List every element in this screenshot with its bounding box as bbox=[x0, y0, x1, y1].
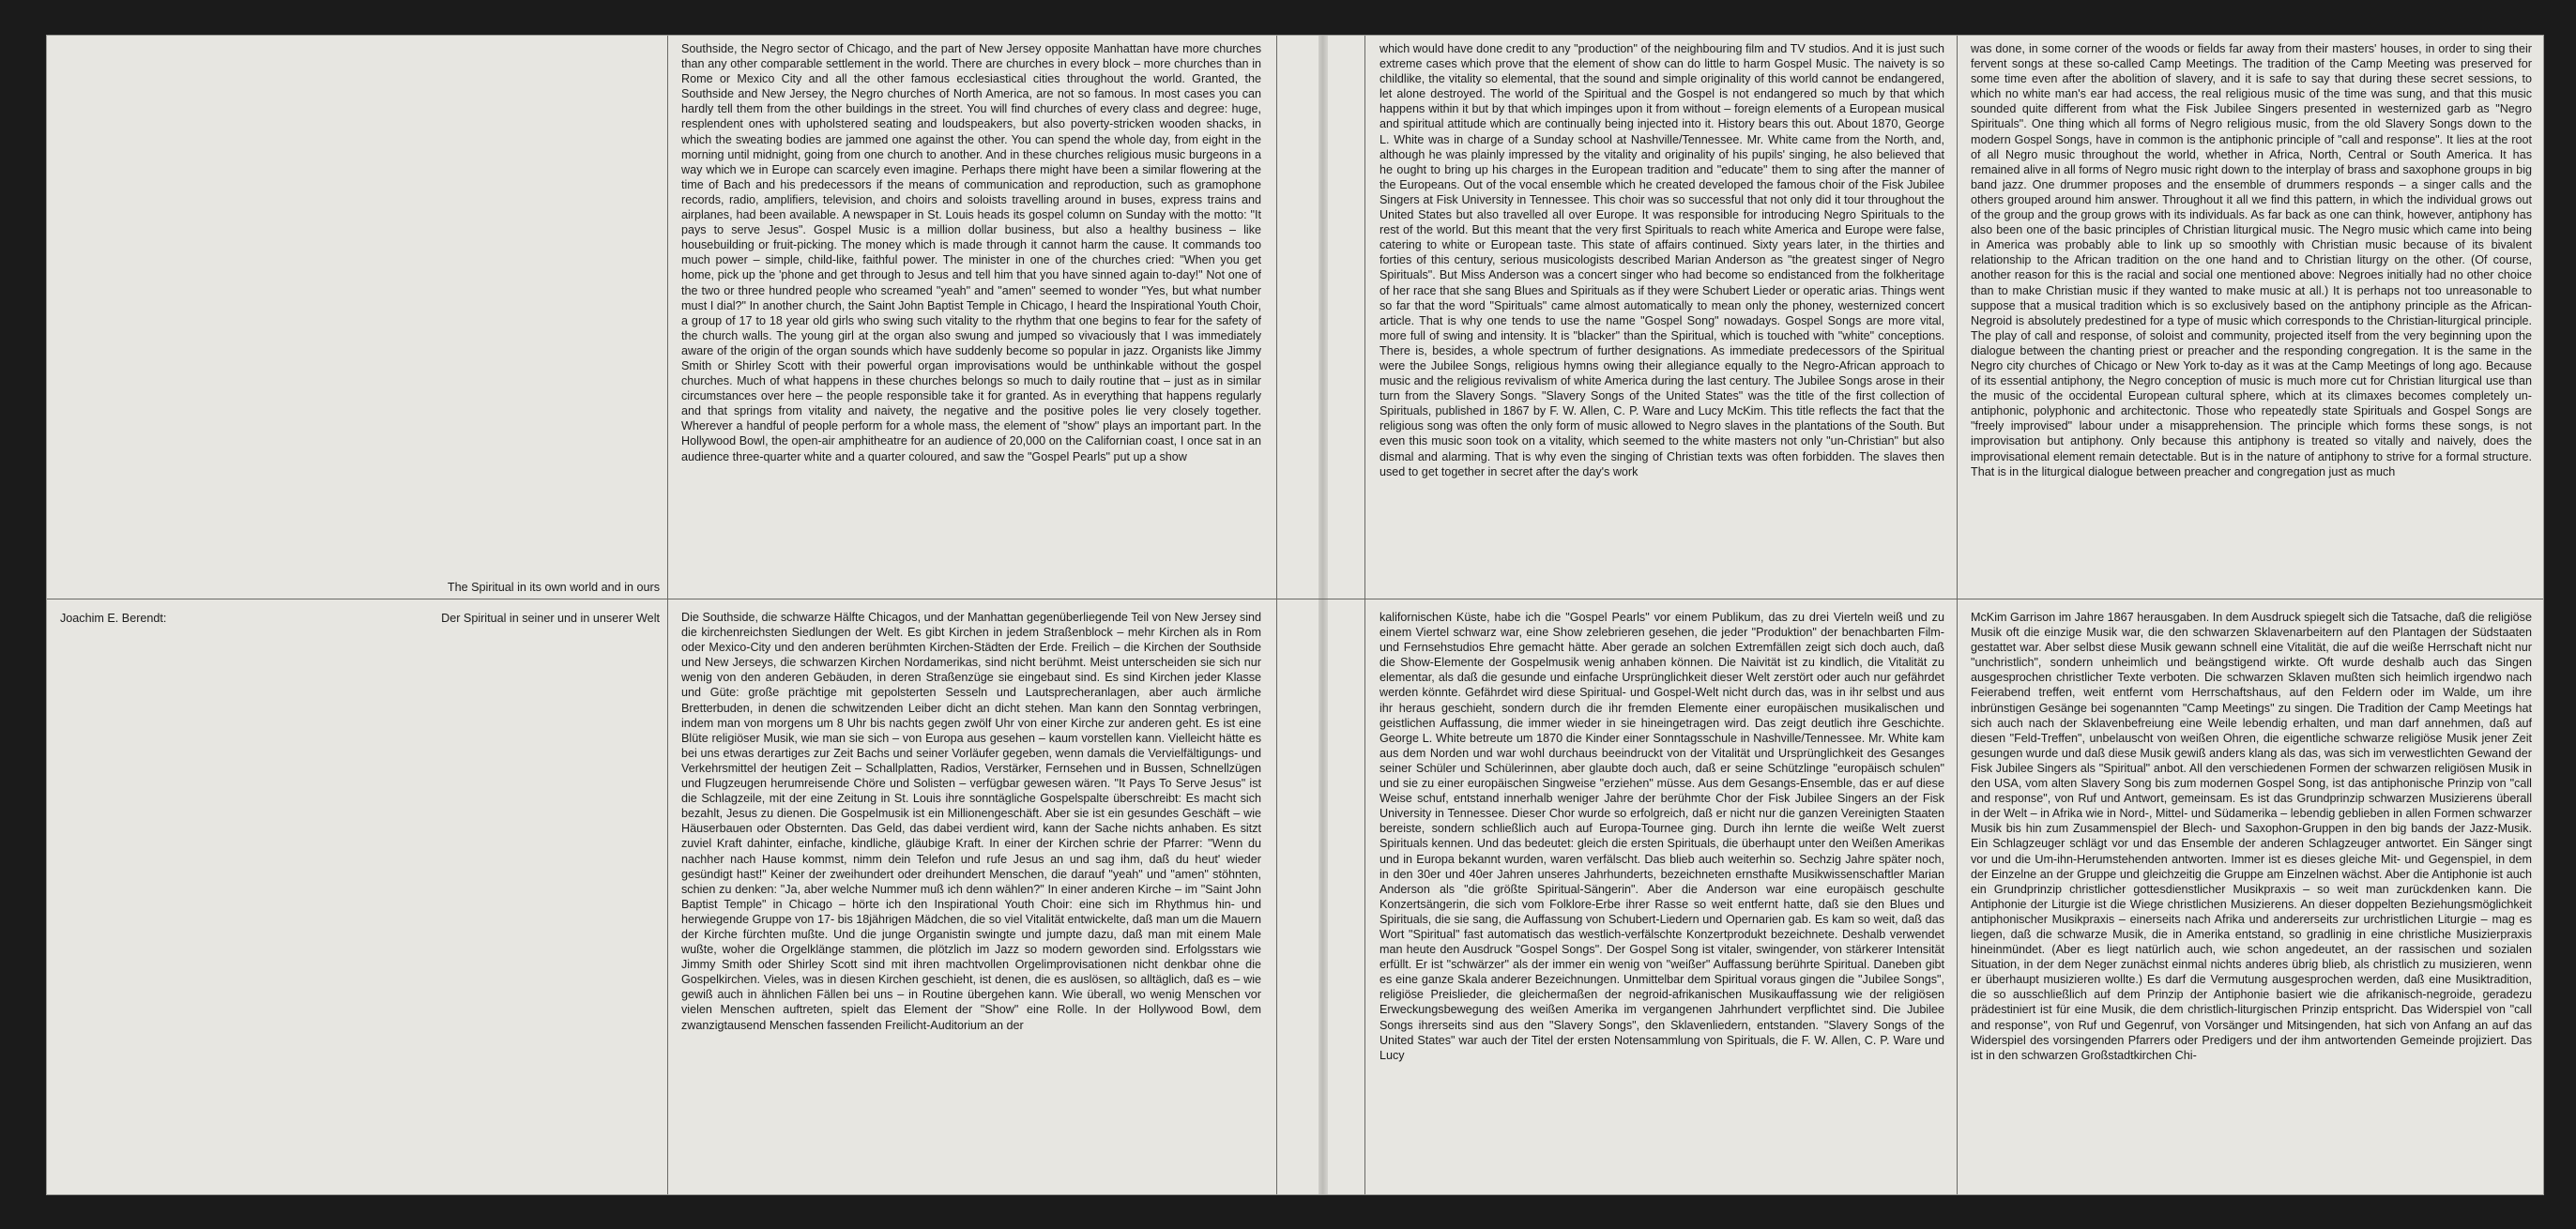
german-text-column-2: kalifornischen Küste, habe ich die "Gospel Pearls" vor einem Publikum, das zu drei Vierteln weiß und zu einem Viertel schwarz war, eine Show zelebrieren gesehen, die jeder "Produktion" der benachbarten Film- und Fernsehstudios Ehre gemacht hätte. Aber gerade an solchen Extremfällen zeigt sich doch auch, daß die Show-Elemente der Gospelmusik wenig anhaben können. Die Naivität ist zu kindlich, die Vitalität zu elementar, als daß die gesunde und einfache Ursprünglichkeit dieser Welt zerstört oder auch nur gefährdet werden könnte. Gefährdet wird diese Spiritual- und Gospel-Welt nicht durch das, was in ihr selbst und aus ihr heraus geschieht, sondern durch die ihr fremden Elemente einer europäischen musikalischen und geistlichen Auffassung, die immer wieder in sie hineingetragen wird. Das zeigt deutlich ihre Geschichte. George L. White betreute um 1870 die Kinder einer Sonntagsschule in Nashville/Tennessee. Mr. White kam aus dem Norden und war wohl durchaus beeindruckt von der Vitalität und Ursprünglichkeit des Gesanges seiner Schüler und Schülerinnen, aber glaubte doch auch, daß er seine Schützlinge "europäisch schulen" und sie zu einer europäischen Singweise "erziehen" müsse. Aus dem Gesangs-Ensemble, das er auf diese Weise schuf, entstand innerhalb weniger Jahre der berühmte Chor der Fisk Jubilee Singers an der Fisk University in Tennessee. Dieser Chor wurde so erfolgreich, daß er nicht nur die ganzen Vereinigten Staaten bereiste, sondern schließlich auch auf Europa-Tournee ging. Durch ihn lernte die weiße Welt zuerst Spirituals kennen. Und das bedeutet: gleich die ersten Spirituals, die überhaupt unter den Weißen Amerikas und in Europa bekannt wurden, waren verfälscht. Das blieb auch weiterhin so. Sechzig Jahre später noch, in den 30er und 40er Jahren unseres Jahrhunderts, bezeichneten ernsthafte Musikwissenschaftler Marian Anderson als "die größte Spiritual-Sängerin". Aber die Anderson war eine europäisch geschulte Konzertsängerin, die sich vom Folklore-Erbe ihrer Rasse so weit entfernt hatte, daß sie den Blues und Spirituals, die sie sang, die Auffassung von Schubert-Liedern und Opernarien gab. Es kam so weit, daß das Wort "Spiritual" fast automatisch das westlich-verfälschte Konzertprodukt bezeichnete. Deshalb verwendet man heute den Ausdruck "Gospel Songs". Der Gospel Song ist vitaler, swingender, von stärkerer Intensität erfüllt. Er ist "schwärzer" als der immer ein wenig von "weißer" Auffassung berührte Spiritual. Daneben gibt es eine ganze Skala anderer Bezeichnungen. Unmittelbar dem Spiritual voraus gingen die "Jubilee Songs", religiöse Preislieder, die gleichermaßen der negroid-afrikanischen Musikauffassung wie der religiösen Erweckungsbewegung des weißen Amerika im vergangenen Jahrhundert verpflichtet sind. Die Jubilee Songs ihrerseits sind aus den "Slavery Songs", den Sklavenliedern, entstanden. "Slavery Songs of the United States" war auch der Titel der ersten Notensammlung von Spirituals, die F. W. Allen, C. P. Ware und Lucy bbox=[1379, 611, 1944, 1062]
column-rule bbox=[1276, 36, 1277, 1194]
german-text-column-1: Die Southside, die schwarze Hälfte Chicagos, und der Manhattan gegenüberliegende Teil von New Jersey sind die kirchenreichsten Siedlungen der Welt. Es gibt Kirchen in jedem Straßenblock – mehr Kirchen als in Rom oder Mexico-City und den anderen berühmten Kirchen-Städten der Erde. Freilich – die Kirchen der Southside und New Jerseys, die schwarzen Kirchen Nordamerikas, sind nicht berühmt. Meist unterscheiden sie sich nur wenig von den anderen Gebäuden, in deren Straßenzüge sie eingebaut sind. Es sind Kirchen jeder Klasse und Güte: große prächtige mit gepolsterten Sesseln und Lautsprecheranlagen, aber auch ärmliche Bretterbuden, in denen die schwitzenden Leiber dicht an dicht stehen. Man kann den Sonntag verbringen, indem man von morgens um 8 Uhr bis nachts gegen zwölf Uhr von einer Kirche zur anderen geht. Es ist eine Blüte religiöser Musik, wie man sie sich – von Europa aus gesehen – kaum vorstellen kann. Vielleicht hätte es bei uns etwas derartiges zur Zeit Bachs und seiner Vorläufer gegeben, wenn damals die Vervielfältigungs- und Verkehrsmittel der heutigen Zeit – Schallplatten, Radios, Verstärker, Fernsehen und in Bussen, Schnellzügen und Flugzeugen herumreisende Chöre und Solisten – verfügbar gewesen wären. "It Pays To Serve Jesus" ist die Schlagzeile, mit der eine Zeitung in St. Louis ihre sonntägliche Gospelspalte überschreibt: Es macht sich bezahlt, Jesus zu dienen. Die Gospelmusik ist ein Millionengeschäft. Aber sie ist ein gesundes Geschäft – wie Häuserbauen oder Obsternten. Das Geld, das dabei verdient wird, kann der Sache nichts anhaben. Es sitzt zuviel Kraft dahinter, einfache, kindliche, gläubige Kraft. In einer der Kirchen schrie der Pfarrer: "Wenn du nachher nach Hause kommst, nimm dein Telefon und rufe Jesus an und sag ihm, daß du heut' wieder gesündigt hast!" Keiner der zweihundert oder dreihundert Menschen, die darauf "yeah" und "amen" stöhnten, schien zu denken: "Ja, aber welche Nummer muß ich denn wählen?" In einer anderen Kirche – im "Saint John Baptist Temple" in Chicago – hörte ich den Inspirational Youth Choir: eine sich im Rhythmus hin- und herwiegende Gruppe von 17- bis 18jährigen Mädchen, die so viel Vitalität entwickelte, daß man um die Mauern der Kirche fürchten mußte. Und die junge Organistin swingte und jumpte dazu, daß man mit einem Male wußte, woher die Orgelklänge stammen, die plötzlich im Jazz so modern geworden sind. Erfolgsstars wie Jimmy Smith oder Shirley Scott sind mit ihren machtvollen Orgelimprovisationen nicht denkbar ohne die Gospelkirchen. Vieles, was in diesen Kirchen geschieht, ist denen, die es auslösen, so alltäglich, daß es – wie gewiß auch in ähnlichen Fällen bei uns – in Routine übergehen kann. Wie überall, wo wenig Menschen vor vielen Menschen auftreten, spielt das Element der "Show" eine Rolle. In der Hollywood Bowl, dem zwanzigtausend Menschen fassenden Freilicht-Auditorium an der bbox=[681, 611, 1261, 1032]
caption-german: Der Spiritual in seiner und in unserer Welt bbox=[441, 612, 660, 625]
caption-english: The Spiritual in its own world and in ours bbox=[447, 581, 660, 594]
author-name: Joachim E. Berendt: bbox=[60, 612, 167, 625]
book-spread bbox=[47, 36, 2543, 1194]
column-rule bbox=[1364, 36, 1365, 1194]
german-text-column-3: McKim Garrison im Jahre 1867 herausgaben. In dem Ausdruck spiegelt sich die Tatsache, daß die religiöse Musik oft die einzige Musik war, die den schwarzen Sklavenarbeitern auf den Plantagen der Südstaaten gestattet war. Aber selbst diese Musik gewann schnell eine Vitalität, die auf die weiße Herrschaft nicht nur "unchristlich", sondern unheimlich und beängstigend wirkte. Oft wurde deshalb auch das Singen ausgesprochen christlicher Texte verboten. Die schwarzen Sklaven mußten sich heimlich irgendwo nach Feierabend treffen, weit entfernt vom Herrschaftshaus, auf den Feldern oder im Walde, um ihre inbrünstigen Gesänge bei sogenannten "Camp Meetings" zu singen. Die Tradition der Camp Meetings hat sich auch nach der Sklavenbefreiung eine Weile lebendig erhalten, und man darf annehmen, daß auf diesen "Feld-Treffen", unbelauscht von weißen Ohren, die eigentliche schwarze religiöse Musik jener Zeit gesungen wurde und daß diese Musik gewiß anders klang als das, was sich im verwestlichten Gewand der Fisk Jubilee Singers als "Spiritual" anbot. All den verschiedenen Formen der schwarzen religiösen Musik in den USA, vom alten Slavery Song bis zum modernen Gospel Song, ist das antiphonische Prinzip von "call and response", von Ruf und Antwort, gemeinsam. Es ist das Grundprinzip schwarzen Musizierens überall in der Welt – in Afrika wie in Nord-, Mittel- und Südamerika – lebendig geblieben in allen Formen schwarzer Musik bis hin zum Zusammenspiel der Blech- und Saxophon-Gruppen in den big bands der Jazz-Musik. Ein Schlagzeuger schlägt vor und das Ensemble der anderen Schlagzeuger antwortet. Ein Sänger singt vor und die Um-ihn-Herumstehenden antworten. Immer ist es dieses gleiche Mit- und Gegenspiel, in dem der Einzelne an der Gruppe und gleichzeitig die Gruppe am Einzelnen wächst. Aber die Antiphonie ist auch ein Grundprinzip christlicher gottesdienstlicher Musikpraxis – so weit man zurückdenken kann. Die Antiphonie der Liturgie ist die Wiege christlichen Musizierens. An dieser doppelten Beziehungsmöglichkeit antiphonischer Musikpraxis – einerseits nach Afrika und andererseits zur urchristlichen Liturgie – mag es liegen, daß die schwarze Musik, die in Amerika entstand, so gradlinig in eine christliche Musizierpraxis hineinmündet. (Aber es liegt natürlich auch, wie schon angedeutet, an der rassischen und sozialen Situation, in der dem Neger zunächst einmal nichts anderes übrig blieb, als christlich zu musizieren, wenn er überhaupt musizieren wollte.) Es darf die Vermutung ausgesprochen werden, daß eine Musiktradition, die so ausschließlich auf dem Prinzip der Antiphonie basiert wie die afrikanisch-negroide, geradezu prädestiniert ist für eine Musik, die dem christlich-liturgischen Prinzip entspricht. Das Widerspiel von "call and response", von Ruf und Gegenruf, von Vorsänger und Mitsingenden, hat sich von Anfang an auf das Widerspiel des vorsingenden Pfarrers oder Predigers und der ihm antwortenden Gemeinde projiziert. Das ist in den schwarzen Großstadtkirchen Chi- bbox=[1971, 611, 2532, 1062]
column-rule bbox=[1957, 36, 1958, 1194]
english-text-column-1: Southside, the Negro sector of Chicago, and the part of New Jersey opposite Manhattan have more churches than any other comparable settlement in the world. There are churches in every block – more churches than in Rome or Mexico City and all the other famous ecclesiastical cities throughout the world. Granted, the Southside and New Jersey, the Negro churches of North America, are not so famous. In most cases you can hardly tell them from the other buildings in the street. You will find churches of every class and degree: huge, resplendent ones with upholstered seating and loudspeakers, but also poverty-stricken wooden shacks, in which the sweating bodies are jammed one against the other. You can spend the whole day, from eight in the morning until midnight, going from one church to another. And in these churches religious music burgeons in a way which we in Europe can scarcely even imagine. Perhaps there might have been a similar flowering at the time of Bach and his predecessors if the means of communication and reproduction, such as gramophone records, radio, amplifiers, television, and choirs and soloists travelling around in buses, express trains and airplanes, had been available. A newspaper in St. Louis heads its gospel column on Sunday with the motto: "It pays to serve Jesus". Gospel Music is a million dollar business, but also a healthy business – like housebuilding or fruit-picking. The money which is made through it cannot harm the cause. It commands too much power – simple, child-like, faithful power. The minister in one of the churches cried: "When you get home, pick up the 'phone and get through to Jesus and tell him that you have sinned again to-day!" Not one of the two or three hundred people who screamed "yeah" and "amen" seemed to wonder "Yes, but what number must I dial?" In another church, the Saint John Baptist Temple in Chicago, I heard the Inspirational Youth Choir, a group of 17 to 18 year old girls who swing such vitality to the rhythm that one begins to fear for the safety of the church walls. The young girl at the organ also swung and jumped so vivaciously that I was immediately aware of the origin of the organ sounds which have suddenly become so popular in jazz. Organists like Jimmy Smith or Shirley Scott with their powerful organ improvisations would be unthinkable without the gospel churches. Much of what happens in these churches belongs so much to daily routine that – just as in similar circumstances over here – the people responsible take it for granted. As in everything that happens regularly and that springs from vitality and naivety, the negative and the positive poles lie very closely together. Wherever a handful of people perform for a whole mass, the element of "show" plays an important part. In the Hollywood Bowl, the open-air amphitheatre for an audience of 20,000 on the Californian coast, I once sat in an audience three-quarter white and a quarter coloured, and saw the "Gospel Pearls" put up a show bbox=[681, 42, 1261, 463]
column-rule bbox=[667, 36, 668, 1194]
page-fold bbox=[1318, 36, 1328, 1194]
english-text-column-2: which would have done credit to any "production" of the neighbouring film and TV studios. And it is just such extreme cases which prove that the element of show can do little to harm Gospel Music. The naivety is so childlike, the vitality so elemental, that the sound and simple originality of this world cannot be endangered, let alone destroyed. The world of the Spiritual and the Gospel is not endangered so much by that which happens within it but by that which impinges upon it from without – foreign elements of a European musical and spiritual attitude which are continually being injected into it. History bears this out. About 1870, George L. White was in charge of a Sunday school at Nashville/Tennessee. Mr. White came from the North, and, although he was plainly impressed by the vitality and originality of his pupils' singing, he also believed that he ought to bring up his charges in the European tradition and "educate" them to sing after the manner of the Europeans. Out of the vocal ensemble which he created developed the famous choir of the Fisk Jubilee Singers at Fisk University in Tennessee. This choir was so successful that not only did it tour throughout the United States but also travelled all over Europe. It was responsible for introducing Negro Spirituals to the rest of the world. But this meant that the very first Spirituals to reach white America and Europe were false, catering to white or European taste. This state of affairs continued. Sixty years later, in the thirties and forties of this century, serious musicologists described Marian Anderson as "the greatest singer of Negro Spirituals". But Miss Anderson was a concert singer who had become so endistanced from the folkheritage of her race that she sang Blues and Spirituals as if they were Schubert Lieder or operatic arias. Things went so far that the word "Spirituals" came almost automatically to mean only the phoney, westernized concert article. That is why one tends to use the name "Gospel Song" nowadays. Gospel Songs are more vital, more full of swing and intensity. It is "blacker" than the Spiritual, which is touched with "white" conceptions. There is, besides, a whole spectrum of further designations. As immediate predecessors of the Spiritual were the Jubilee Songs, religious hymns owing their allegiance equally to the Negro-African approach to music and the religious revivalism of white America during the last century. The Jubilee Songs arose in their turn from the Slavery Songs. "Slavery Songs of the United States" was the title of the first collection of Spirituals, published in 1867 by F. W. Allen, C. P. Ware and Lucy McKim. This title reflects the fact that the religious song was often the only form of music allowed to Negro slaves in the plantations of the South. But even this music soon took on a vitality, which seemed to the white masters not only "un-Christian" but also dismal and alarming. That is why even the singing of Christian texts was often forbidden. The slaves then used to get together in secret after the day's work bbox=[1379, 42, 1944, 478]
english-text-column-3: was done, in some corner of the woods or fields far away from their masters' houses, in order to sing their fervent songs at these so-called Camp Meetings. The tradition of the Camp Meeting was preserved for some time even after the abolition of slavery, and it is safe to say that during these secret sessions, to which no white man's ear had access, the real religious music of the time was sung, and that this music sounded quite different from what the Fisk Jubilee Singers presented in westernized garb as "Negro Spirituals". One thing which all forms of Negro religious music, from the old Slavery Songs down to the modern Gospel Songs, have in common is the antiphonic principle of "call and response". It lies at the root of all Negro music throughout the world, whether in Africa, North, Central or South America. It has remained alive in all forms of Negro music right down to the interplay of brass and saxophone groups in big band jazz. One drummer proposes and the ensemble of drummers responds – a singer calls and the others grouped around him answer. Throughout it all we find this pattern, in which the individual grows out of the group and the group grows with its individuals. As far back as one can think, however, antiphony has also been one of the basic principles of Christian liturgical music. The Negro music which came into being in America was probably able to link up so smoothly with Christian music because of its bivalent relationship to the African tradition on the one hand and to Christian liturgy on the other. (Of course, another reason for this is the racial and social one mentioned above: Negroes initially had no other choice than to make Christian music if they wanted to make music at all.) It is perhaps not too unreasonable to suppose that a musical tradition which is so exclusively based on the antiphony principle as the African-Negroid is absolutely predestined for a type of music which corresponds to the Christian-liturgical principle. The play of call and response, of soloist and community, projected itself from the very beginning upon the dialogue between the chanting priest or preacher and the responding congregation. It is the same in the Negro city churches of Chicago or New York to-day as it was at the Camp Meetings of long ago. Because of its essential antiphony, the Negro conception of music is much more cut for Christian liturgical use than the music of the occidental European cultural sphere, which at its climaxes becomes completely un-antiphonic, polyphonic and architectonic. Those who repeatedly state Spirituals and Gospel Songs are "freely improvised" labour under a misapprehension. The principle which forms these songs, is not improvisation but antiphony. Only because this antiphony is treated so vitally and naively, does the improvisational element remain detectable. But is in the nature of antiphony to strive for a formal structure. That is in the liturgical dialogue between preacher and congregation just as much bbox=[1971, 42, 2532, 478]
